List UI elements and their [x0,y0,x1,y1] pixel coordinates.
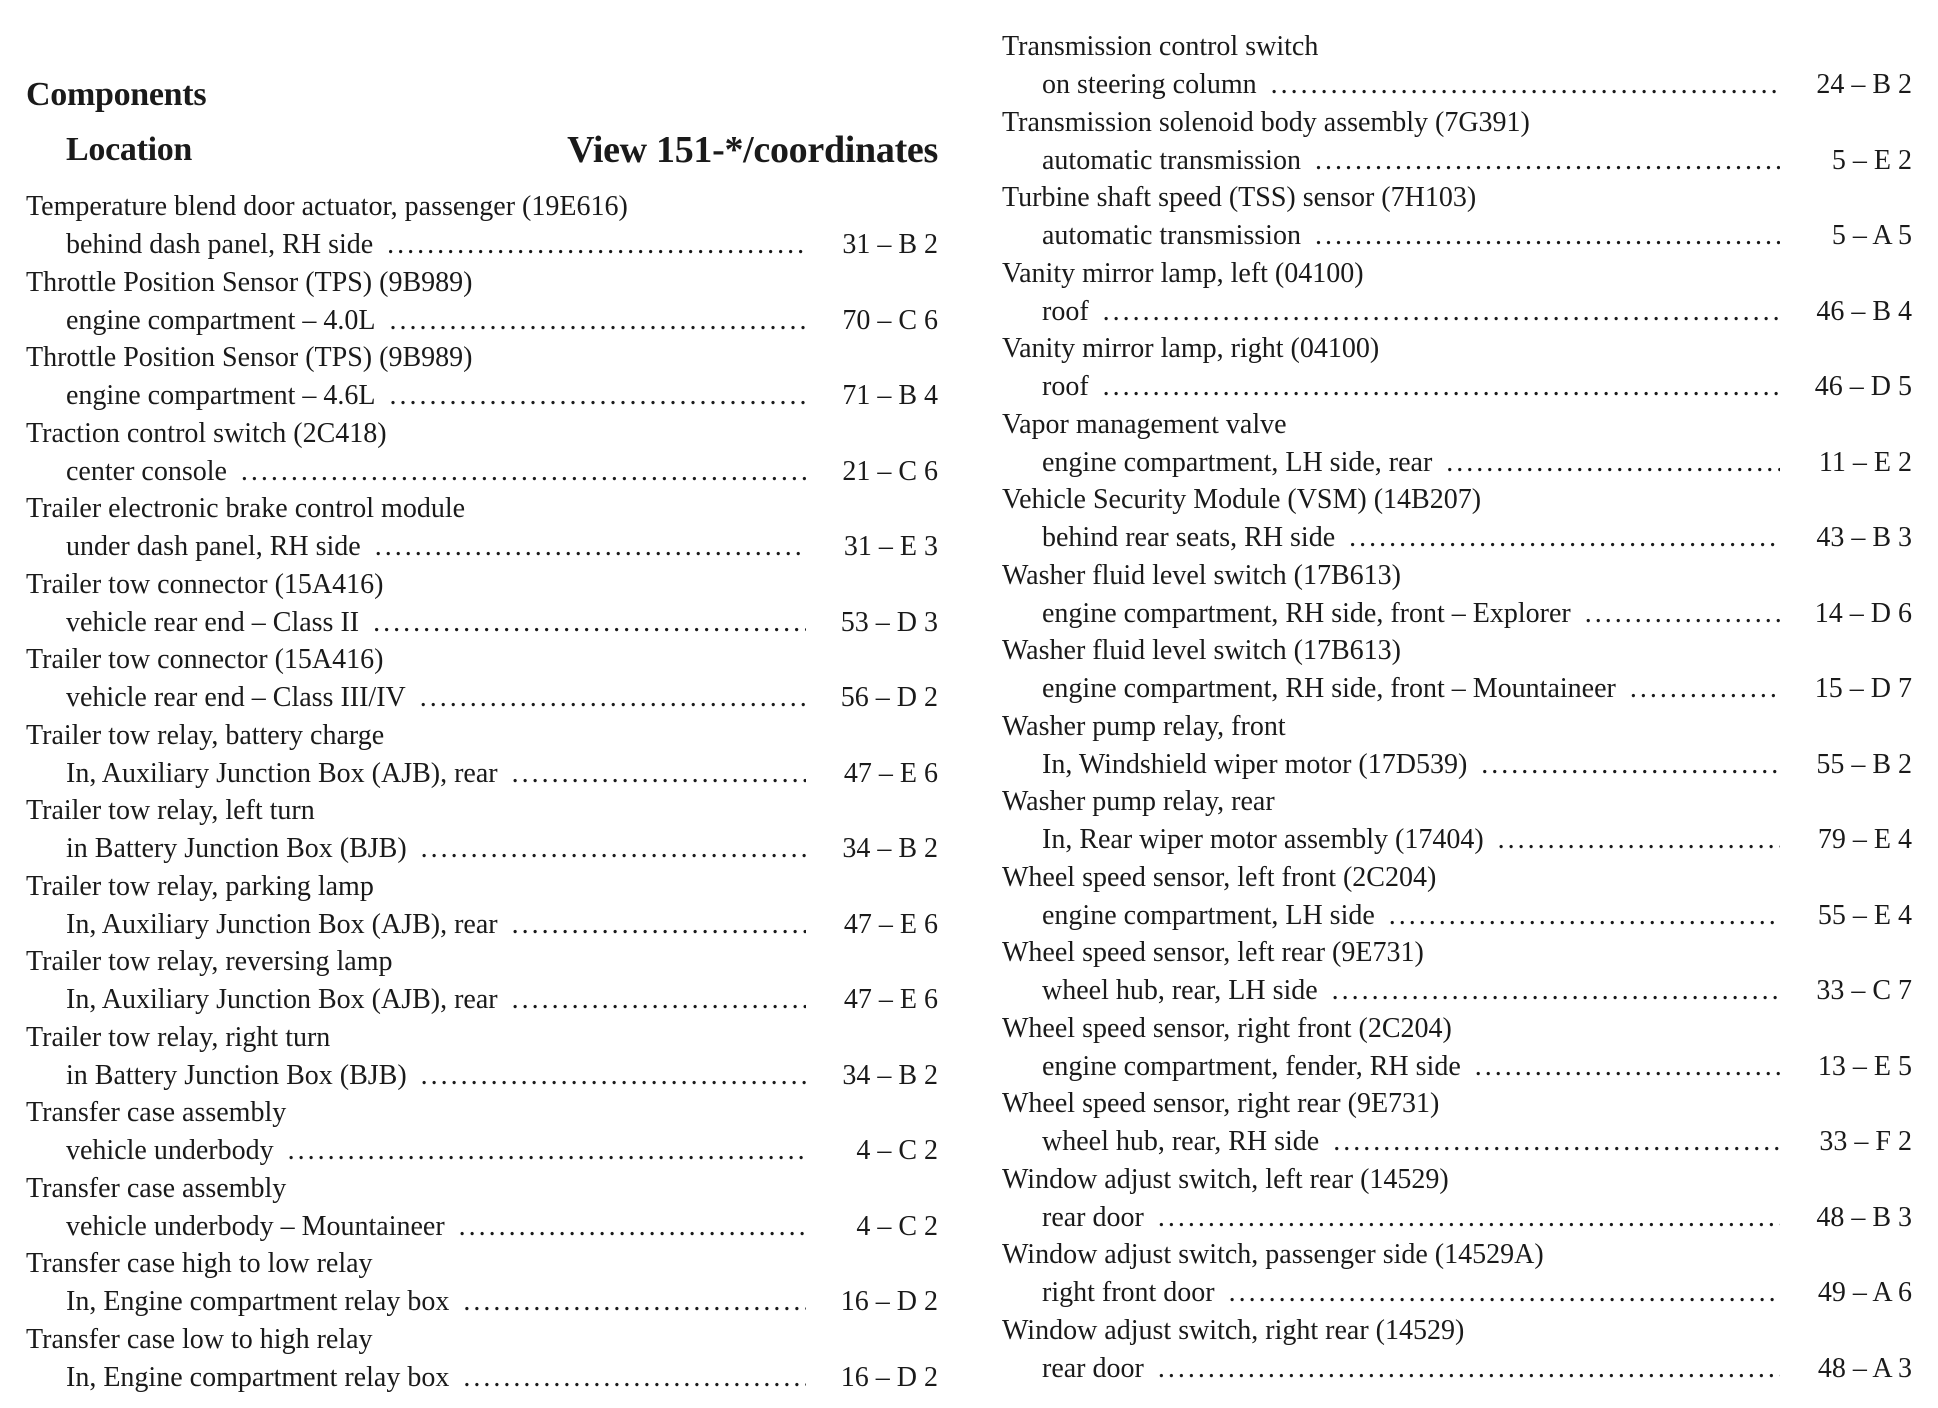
component-entry [26,868,938,944]
component-location: wheel hub, rear, LH side [1042,975,1318,1006]
component-name: Vanity mirror lamp, left (04100) [1002,257,1364,289]
view-coordinate: 47 – E 6 [843,908,938,940]
component-detail-row [1042,1350,1912,1388]
view-coordinate: 11 – E 2 [1818,446,1912,478]
view-coordinate: 5 – E 2 [1831,144,1912,176]
view-coordinate: 71 – B 4 [842,380,938,411]
component-entry [26,188,938,264]
view-coordinate: 48 – A 3 [1817,1352,1912,1384]
component-detail-row [1042,519,1912,557]
component-name: Traction control switch (2C418) [26,417,387,449]
view-coordinate: 34 – B 2 [842,833,938,864]
dot-leader [512,755,806,793]
view-coordinate: 31 – E 3 [843,531,938,562]
dot-leader [1585,595,1780,633]
view-coordinate: 34 – B 2 [842,1059,938,1091]
component-detail-row [66,528,938,566]
component-name: Transfer case assembly [26,1172,287,1204]
dot-leader [1103,293,1780,331]
component-detail-row [1042,368,1912,406]
component-name: Wheel speed sensor, right front (2C204) [1002,1012,1452,1044]
component-name: Transfer case low to high relay [26,1323,373,1355]
view-coordinate: 21 – C 6 [842,455,938,487]
component-entry [1002,104,1912,180]
view-coordinate: 55 – B 2 [1816,748,1912,780]
view-coordinate: 24 – B 2 [1816,69,1912,100]
component-detail-row [66,453,938,491]
view-coordinate: 49 – A 6 [1817,1277,1912,1308]
component-entry [26,717,938,793]
component-location: wheel hub, rear, RH side [1042,1126,1320,1157]
component-entry [26,1245,938,1321]
component-entry [1002,1085,1912,1161]
location-column-header: Location [66,131,193,168]
component-detail-row [66,830,938,868]
component-location: in Battery Junction Box (BJB) [66,833,407,864]
component-name: Wheel speed sensor, left front (2C204) [1002,861,1437,893]
dot-leader [1333,1123,1780,1161]
component-entry [26,1019,938,1095]
component-entry [1002,557,1912,633]
component-entry [1002,1161,1912,1237]
component-location: engine compartment, RH side, front – Mountaineer [1042,673,1616,704]
dot-leader [1229,1274,1780,1312]
component-entry [26,415,938,491]
component-name: Vanity mirror lamp, right (04100) [1002,333,1380,364]
component-detail-row [66,604,938,642]
component-name: Window adjust switch, passenger side (14529A) [1002,1239,1544,1270]
component-location: engine compartment, LH side [1042,899,1375,931]
dot-leader [1475,1048,1780,1086]
dot-leader [1103,368,1780,406]
view-coordinate: 56 – D 2 [840,682,938,713]
dot-leader [288,1132,806,1170]
component-entry [1002,632,1912,708]
view-coordinate: 47 – E 6 [843,984,938,1015]
component-entry [26,641,938,717]
component-name: Temperature blend door actuator, passenger (19E616) [26,191,628,222]
component-name: Trailer tow relay, reversing lamp [26,946,393,977]
component-detail-row [1042,293,1912,331]
dot-leader [1389,897,1780,935]
component-location: vehicle rear end – Class II [66,606,360,638]
dot-leader [389,377,806,415]
component-detail-row [1042,66,1912,104]
component-detail-row [1042,1199,1912,1237]
component-entry [26,943,938,1019]
view-coordinate: 4 – C 2 [856,1210,938,1242]
component-detail-row [1042,142,1912,180]
component-entry [1002,708,1912,784]
left-entry-list [26,188,938,1396]
dot-leader [1349,519,1780,557]
component-name: Wheel speed sensor, left rear (9E731) [1002,937,1424,968]
component-name: Trailer tow relay, left turn [26,795,315,826]
component-location: behind rear seats, RH side [1042,522,1336,553]
component-name: Washer pump relay, rear [1002,786,1275,817]
component-name: Trailer tow relay, battery charge [26,719,385,751]
component-detail-row [66,679,938,717]
view-coordinate: 4 – C 2 [856,1135,938,1166]
component-location: in Battery Junction Box (BJB) [66,1059,407,1091]
dot-leader [463,1283,806,1321]
component-location: In, Auxiliary Junction Box (AJB), rear [66,908,498,940]
component-detail-row [1042,1123,1912,1161]
component-location: behind dash panel, RH side [66,229,374,260]
view-coordinate: 13 – E 5 [1817,1050,1912,1082]
component-detail-row [1042,444,1912,482]
component-name: Washer pump relay, front [1002,710,1286,742]
component-detail-row [66,226,938,264]
component-entry [1002,330,1912,406]
component-entry [1002,1312,1912,1388]
section-title: Components [26,76,207,113]
dot-leader [459,1208,806,1246]
component-name: Trailer tow connector (15A416) [26,644,384,675]
dot-leader [421,830,806,868]
component-location: vehicle underbody [66,1135,274,1166]
dot-leader [1315,217,1780,255]
component-entry [1002,179,1912,255]
view-coordinate: 31 – B 2 [842,229,938,260]
component-detail-row [66,1283,938,1321]
dot-leader [387,226,806,264]
component-name: Trailer tow connector (15A416) [26,568,384,600]
view-coordinate: 16 – D 2 [840,1361,938,1393]
dot-leader [373,604,806,642]
component-name: Wheel speed sensor, right rear (9E731) [1002,1088,1440,1119]
dot-leader [1498,821,1780,859]
component-detail-row [66,1057,938,1095]
dot-leader [1481,746,1780,784]
component-entry [26,566,938,642]
component-location: engine compartment, RH side, front – Explorer [1042,597,1571,629]
component-name: Trailer electronic brake control module [26,493,466,524]
component-detail-row [1042,821,1912,859]
component-location: In, Auxiliary Junction Box (AJB), rear [66,984,498,1015]
component-entry [26,1170,938,1246]
view-coordinate: 16 – D 2 [840,1286,938,1317]
view-coordinate: 47 – E 6 [843,757,938,789]
component-detail-row [66,377,938,415]
component-name: Turbine shaft speed (TSS) sensor (7H103) [1002,182,1477,213]
component-name: Transfer case assembly [26,1097,287,1128]
component-entry [26,792,938,868]
component-detail-row [66,755,938,793]
component-entry [1002,934,1912,1010]
component-location: under dash panel, RH side [66,531,361,562]
component-detail-row [66,1208,938,1246]
component-detail-row [1042,972,1912,1010]
dot-leader [1158,1350,1780,1388]
component-entry [26,339,938,415]
component-location: rear door [1042,1201,1144,1233]
view-coordinate: 33 – F 2 [1819,1126,1912,1157]
component-location: roof [1042,371,1089,402]
component-location: In, Rear wiper motor assembly (17404) [1042,824,1484,855]
view-coordinate: 70 – C 6 [842,304,938,336]
component-detail-row [1042,670,1912,708]
component-name: Throttle Position Sensor (TPS) (9B989) [26,342,473,373]
component-location: roof [1042,295,1089,327]
component-location: rear door [1042,1352,1144,1384]
view-coordinate: 33 – C 7 [1816,975,1912,1006]
component-name: Washer fluid level switch (17B613) [1002,635,1401,666]
view-coordinate: 55 – E 4 [1817,899,1912,931]
component-entry [26,490,938,566]
component-detail-row [1042,1274,1912,1312]
component-detail-row [66,906,938,944]
component-name: Window adjust switch, right rear (14529) [1002,1314,1465,1346]
component-name: Washer fluid level switch (17B613) [1002,559,1401,591]
component-location: In, Engine compartment relay box [66,1361,450,1393]
dot-leader [375,528,806,566]
component-entry [1002,28,1912,104]
component-location: center console [66,455,227,487]
component-detail-row [1042,595,1912,633]
component-detail-row [1042,1048,1912,1086]
component-entry [26,264,938,340]
component-location: engine compartment – 4.6L [66,380,376,411]
component-entry [1002,406,1912,482]
view-coordinate: 46 – B 4 [1816,295,1912,327]
component-location: In, Engine compartment relay box [66,1286,450,1317]
component-name: Transmission solenoid body assembly (7G391) [1002,106,1530,138]
dot-leader [420,679,806,717]
dot-leader [1332,972,1780,1010]
component-location: engine compartment – 4.0L [66,304,376,336]
component-name: Trailer tow relay, right turn [26,1021,331,1053]
component-detail-row [1042,217,1912,255]
component-location: vehicle rear end – Class III/IV [66,682,406,713]
component-location: on steering column [1042,69,1257,100]
view-coordinate: 79 – E 4 [1817,824,1912,855]
component-name: Vehicle Security Module (VSM) (14B207) [1002,484,1482,515]
component-entry [26,1094,938,1170]
component-location: automatic transmission [1042,144,1301,176]
view-coordinate: 15 – D 7 [1814,673,1912,704]
component-location: engine compartment, fender, RH side [1042,1050,1461,1082]
dot-leader [1315,142,1780,180]
dot-leader [1630,670,1780,708]
component-name: Throttle Position Sensor (TPS) (9B989) [26,266,473,298]
dot-leader [421,1057,806,1095]
view-coordinate: 5 – A 5 [1831,220,1912,251]
component-location: right front door [1042,1277,1215,1308]
component-location: vehicle underbody – Mountaineer [66,1210,445,1242]
dot-leader [463,1359,806,1397]
component-entry [1002,783,1912,859]
component-location: engine compartment, LH side, rear [1042,446,1433,478]
view-coordinate: 43 – B 3 [1816,522,1912,553]
view-coordinate: 14 – D 6 [1814,597,1912,629]
dot-leader [1271,66,1780,104]
dot-leader [1158,1199,1780,1237]
component-detail-row [1042,746,1912,784]
component-detail-row [66,1132,938,1170]
component-name: Trailer tow relay, parking lamp [26,870,374,902]
dot-leader [389,302,806,340]
view-coordinate: 48 – B 3 [1816,1201,1912,1233]
component-name: Vapor management valve [1002,408,1287,440]
component-location: In, Auxiliary Junction Box (AJB), rear [66,757,498,789]
component-detail-row [66,981,938,1019]
component-name: Window adjust switch, left rear (14529) [1002,1163,1449,1195]
component-detail-row [1042,897,1912,935]
component-entry [1002,255,1912,331]
view-coordinate: 53 – D 3 [840,606,938,638]
component-location: automatic transmission [1042,220,1301,251]
component-entry [1002,1236,1912,1312]
component-detail-row [66,1359,938,1397]
component-entry [26,1321,938,1397]
dot-leader [512,906,806,944]
right-entry-list [1002,28,1912,1387]
view-coordinates-column-header: View 151-*/coordinates [567,129,938,171]
component-detail-row [66,302,938,340]
component-name: Transmission control switch [1002,31,1319,62]
component-entry [1002,481,1912,557]
component-name: Transfer case high to low relay [26,1248,373,1279]
component-entry [1002,859,1912,935]
component-entry [1002,1010,1912,1086]
dot-leader [1446,444,1780,482]
dot-leader [241,453,806,491]
component-location: In, Windshield wiper motor (17D539) [1042,748,1468,780]
dot-leader [512,981,806,1019]
view-coordinate: 46 – D 5 [1814,371,1912,402]
